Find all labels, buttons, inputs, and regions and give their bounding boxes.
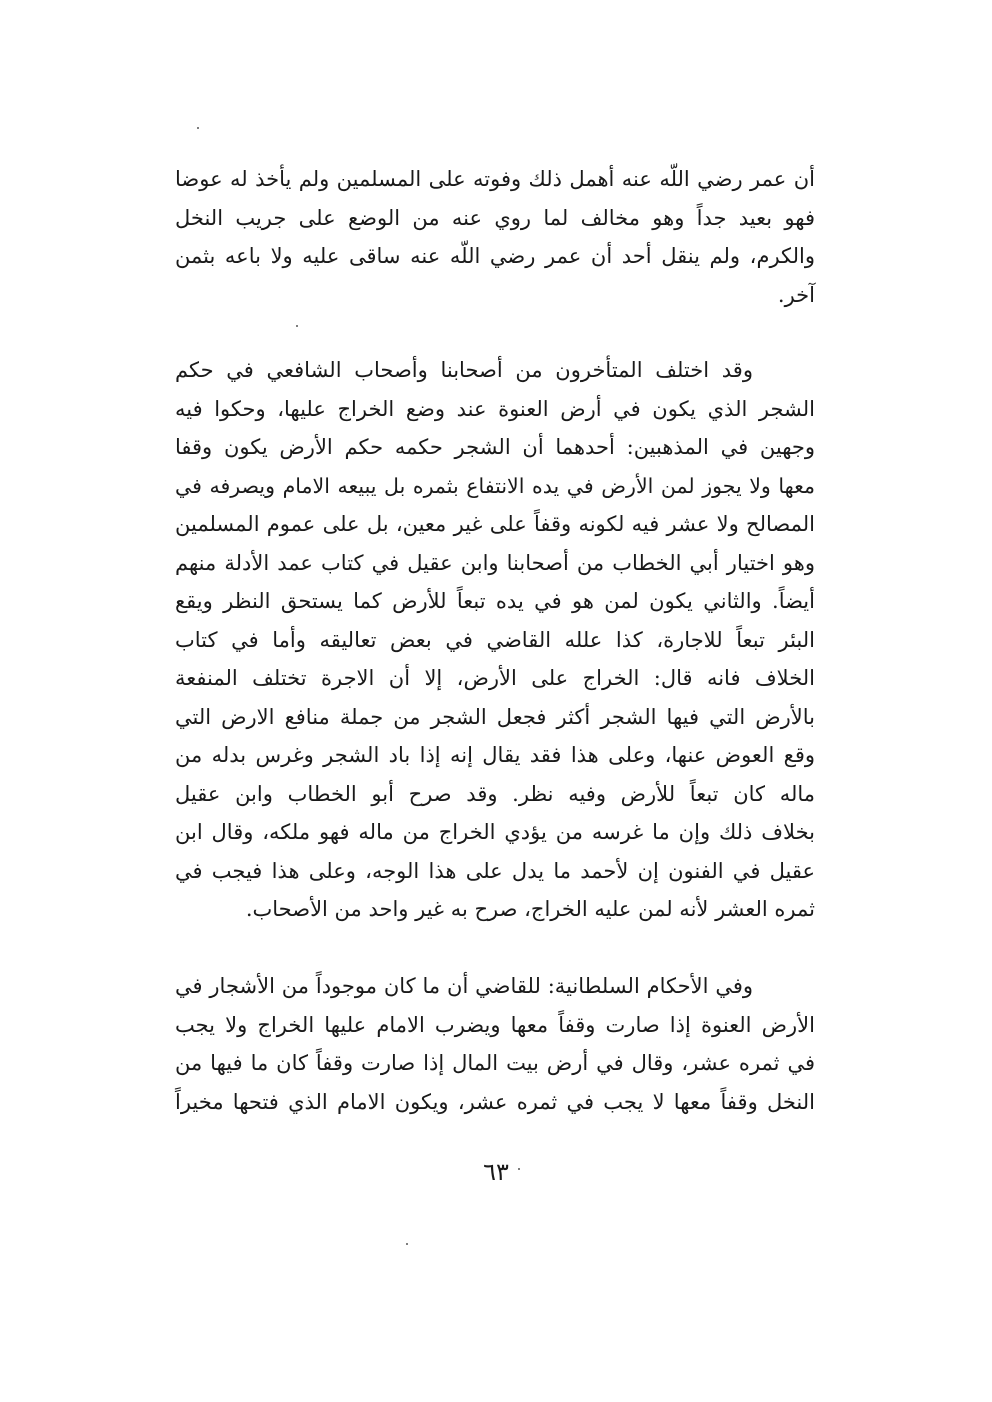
paragraph-1-line-2: فهو بعيد جداً وهو مخالف لما روي عنه من الوضع على جريب النخل	[175, 205, 815, 230]
paragraph-2-line-6: وهو اختيار أبي الخطاب من أصحابنا وابن عقيل في كتاب عمد الأدلة منهم	[175, 550, 815, 575]
paragraph-2-line-10: بالأرض التي فيها الشجر أكثر فجعل الشجر من جملة منافع الارض التي	[175, 704, 815, 729]
page-number: ٦٣	[483, 1158, 509, 1186]
paragraph-1-line-1: أن عمر رضي اللّه عنه أهمل ذلك وفوته على المسلمين ولم يأخذ له عوضا	[175, 167, 815, 191]
paragraph-2-line-11: وقع العوض عنها، وعلى هذا فقد يقال إنه إذا باد الشجر وغرس بدله من	[175, 743, 815, 767]
scan-speck	[197, 127, 199, 129]
scan-speck	[406, 1243, 408, 1245]
paragraph-2-line-1: وقد اختلف المتأخرون من أصحابنا وأصحاب الشافعي في حكم	[175, 358, 753, 382]
paragraph-3-line-3: في ثمره عشر، وقال في أرض بيت المال إذا صارت وقفاً كان ما فيها من	[175, 1051, 815, 1075]
paragraph-2-line-5: المصالح ولا عشر فيه لكونه وقفاً على غير معين، بل على عموم المسلمين	[175, 512, 815, 536]
paragraph-2-line-9: الخلاف فانه قال: الخراج على الأرض، إلا أن الاجرة تختلف المنفعة	[175, 666, 815, 690]
paragraph-3-line-4: النخل وقفاً معها لا يجب في ثمره عشر، ويكون الامام الذي فتحها مخيراً	[175, 1089, 815, 1114]
scan-speck	[296, 325, 298, 327]
paragraph-2-line-3: وجهين في المذهبين: أحدهما أن الشجر حكمه حكم الأرض يكون وقفا	[175, 435, 815, 459]
paragraph-2-line-8: البئر تبعاً للاجارة، كذا علله القاضي في بعض تعاليقه وأما في كتاب	[175, 627, 815, 652]
scan-speck	[518, 1168, 520, 1170]
paragraph-3-line-2: الأرض العنوة إذا صارت وقفاً معها ويضرب الامام عليها الخراج ولا يجب	[175, 1012, 815, 1037]
paragraph-2-line-14: عقيل في الفنون إن لأحمد ما يدل على هذا الوجه، وعلى هذا فيجب في	[175, 858, 815, 883]
paragraph-1-line-3: والكرم، ولم ينقل أحد أن عمر رضي اللّه عنه ساقى عليه ولا باعه بثمن	[175, 244, 815, 268]
paragraph-1-line-4: آخر.	[777, 282, 815, 307]
paragraph-2-line-12: ماله كان تبعاً للأرض وفيه نظر. وقد صرح أبو الخطاب وابن عقيل	[175, 781, 815, 806]
paragraph-2-line-15: ثمره العشر لأنه لمن عليه الخراج، صرح به غير واحد من الأصحاب.	[245, 897, 815, 921]
paragraph-3	[175, 967, 815, 1121]
paragraph-2-line-7: أيضاً. والثاني يكون لمن هو في يده تبعاً للأرض كما يستحق النظر ويقع	[175, 589, 815, 613]
paragraph-3-line-1: وفي الأحكام السلطانية: للقاضي أن ما كان موجوداً من الأشجار في	[175, 974, 753, 998]
paragraph-1	[175, 160, 815, 314]
paragraph-2-line-4: معها ولا يجوز لمن الأرض في يده الانتفاع بثمره بل يبيعه الامام ويصرفه في	[175, 473, 815, 498]
paragraph-2-line-13: بخلاف ذلك وإن ما غرسه من يؤدي الخراج من ماله فهو ملكه، وقال ابن	[175, 820, 815, 844]
paragraph-2	[175, 351, 815, 929]
paragraph-2-line-2: الشجر الذي يكون في أرض العنوة عند وضع الخراج عليها، وحكوا فيه	[175, 396, 815, 421]
